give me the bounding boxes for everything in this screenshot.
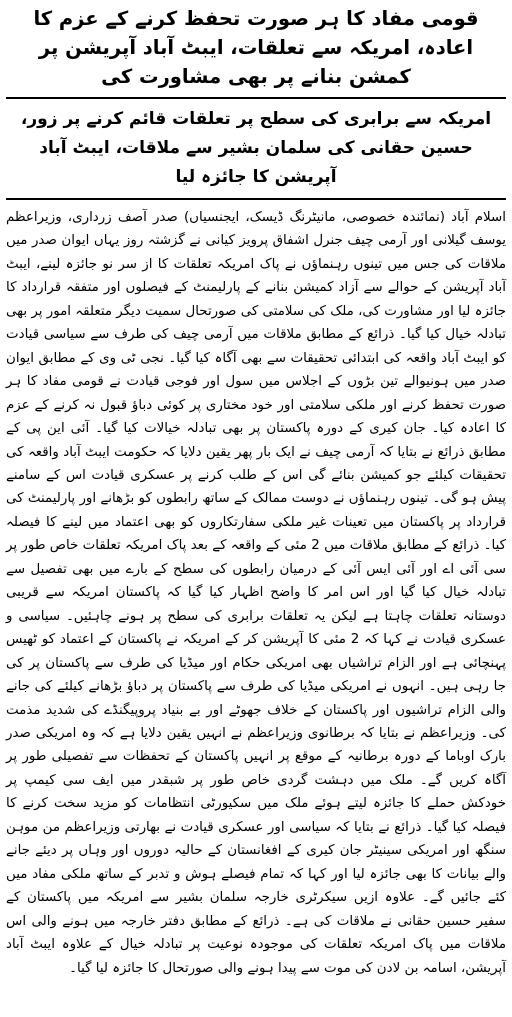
article-body: اسلام آباد (نمائندہ خصوصی، مانیٹرنگ ڈیسک، ایجنسیاں) صدر آصف زرداری، وزیراعظم یوسف گیلانی اور آرمی چیف جنرل اشفاق پرویز کیانی نے گزشتہ روز یہاں ایوان صدر میں ملاقات کی جس میں تینوں رہنماؤں نے پاک امریکہ تعلقات کا از سر نو جائزہ لینے، ایبٹ آباد آپریشن کے حوالے سے آزاد کمیشن بنانے کے پارلیمنٹ کے فیصلوں اور متفقہ قرارداد کا جائزہ لیا اور مشاورت کی، ملک کی سلامتی کی صورتحال سمیت دیگر متعلقہ امور پر بھی تبادلہ خیال کیا گیا۔ ذرائع کے مطابق ملاقات میں آرمی چیف کی طرف سے سیاسی قیادت کو ایبٹ آباد واقعہ کی ابتدائی تحقیقات سے بھی آگاہ کیا گیا۔ نجی ٹی وی کے مطابق ایوان صدر میں ہونیوالے تین بڑوں کے اجلاس میں سول اور فوجی قیادت نے قومی مفاد کا ہر صورت تحفظ کرنے اور ملکی سلامتی اور خود مختاری پر کوئی دباؤ قبول نہ کرنے کے عزم کا اعادہ کیا۔ جان کیری کے دورہ پاکستان پر بھی تبادلہ خیالات کیا گیا۔ آئی این پی کے مطابق ذرائع نے بتایا کہ آرمی چیف نے ایک بار پھر یقین دلایا کہ حکومت ایبٹ آباد واقعہ کی تحقیقات کیلئے جو کمیشن بنائے گی اس کے طلب کرنے پر عسکری قیادت اس کے سامنے پیش ہو گی۔ تینوں رہنماؤں نے دوست ممالک کے ساتھ رابطوں کو بڑھانے اور پارلیمنٹ کی قرارداد پر پاکستان میں تعینات غیر ملکی سفارتکاروں کو بھی اعتماد میں لینے کا فیصلہ کیا۔ ذرائع کے مطابق ملاقات میں 2 مئی کے واقعہ کے بعد پاک امریکہ تعلقات خاص طور پر سی آئی اے اور آئی ایس آئی کے درمیان رابطوں کی سطح کے بارے میں بھی تفصیل سے تبادلہ خیال کیا گیا اور اس امر کا واضح اظہار کیا گیا کہ پاکستان امریکہ سے قریبی دوستانہ تعلقات چاہتا ہے لیکن یہ تعلقات برابری کی سطح پر ہونے چاہئیں۔ سیاسی و عسکری قیادت نے کہا کہ 2 مئی کا آپریشن کر کے امریکہ نے پاکستان کے اعتماد کو ٹھیس پہنچائی ہے اور الزام تراشیاں بھی امریکی حکام اور میڈیا کی طرف سے پاکستان پر کی جا رہی ہیں۔ انہوں نے امریکی میڈیا کی طرف سے پاکستان پر دباؤ بڑھانے کیلئے کی جانے والی الزام تراشیوں اور پاکستان کے خلاف جھوٹے اور بے بنیاد پروپیگنڈے کی شدید مذمت کی۔ وزیراعظم نے بتایا کہ برطانوی وزیراعظم نے انہیں یقین دلایا ہے کہ وہ امریکی صدر بارک اوباما کے دورہ برطانیہ کے موقع پر انہیں پاکستان کے تحفظات سے تفصیلی طور پر آگاہ کریں گے۔ ملک میں دہشت گردی خاص طور پر شبقدر میں ایف سی کیمپ پر خودکش حملے کا جائزہ لیتے ہوئے ملک میں سکیورٹی انتظامات کو مزید سخت کرنے کا فیصلہ کیا گیا۔ ذرائع نے بتایا کہ سیاسی اور عسکری قیادت نے بھارتی وزیراعظم من موہن سنگھ اور امریکی سینیٹر جان کیری کے افغانستان کے حالیہ دوروں اور وہاں پر دیئے جانے والے بیانات کا بھی جائزہ لیا اور کہا کہ تمام فیصلے ہوش و تدبر کے ساتھ ملکی مفاد میں کئے جائیں گے۔ علاوہ ازیں سیکرٹری خارجہ سلمان بشیر سے امریکہ میں پاکستان کے سفیر حسین حقانی نے ملاقات کی ہے۔ ذرائع کے مطابق دفتر خارجہ میں ہونے والی اس ملاقات میں پاک امریکہ تعلقات کی موجودہ نوعیت پر تبادلہ خیال کے علاوہ ایبٹ آباد آپریشن، اسامہ بن لادن کی موت سے پیدا ہونے والی صورتحال کا جائزہ لیا گیا۔ — [6, 210, 507, 976]
headline: قومی مفاد کا ہر صورت تحفظ کرنے کے عزم کا اعادہ، امریکہ سے تعلقات، ایبٹ آباد آپریشن پر کمشن بنانے پر بھی مشاورت کی — [33, 7, 479, 88]
subheadline: امریکہ سے برابری کی سطح پر تعلقات قائم کرنے پر زور، حسین حقانی کی سلمان بشیر سے ملاقات، ایبٹ آباد آپریشن کا جائزہ لیا — [20, 109, 492, 187]
divider-top — [6, 97, 506, 99]
divider-bottom — [6, 198, 506, 200]
